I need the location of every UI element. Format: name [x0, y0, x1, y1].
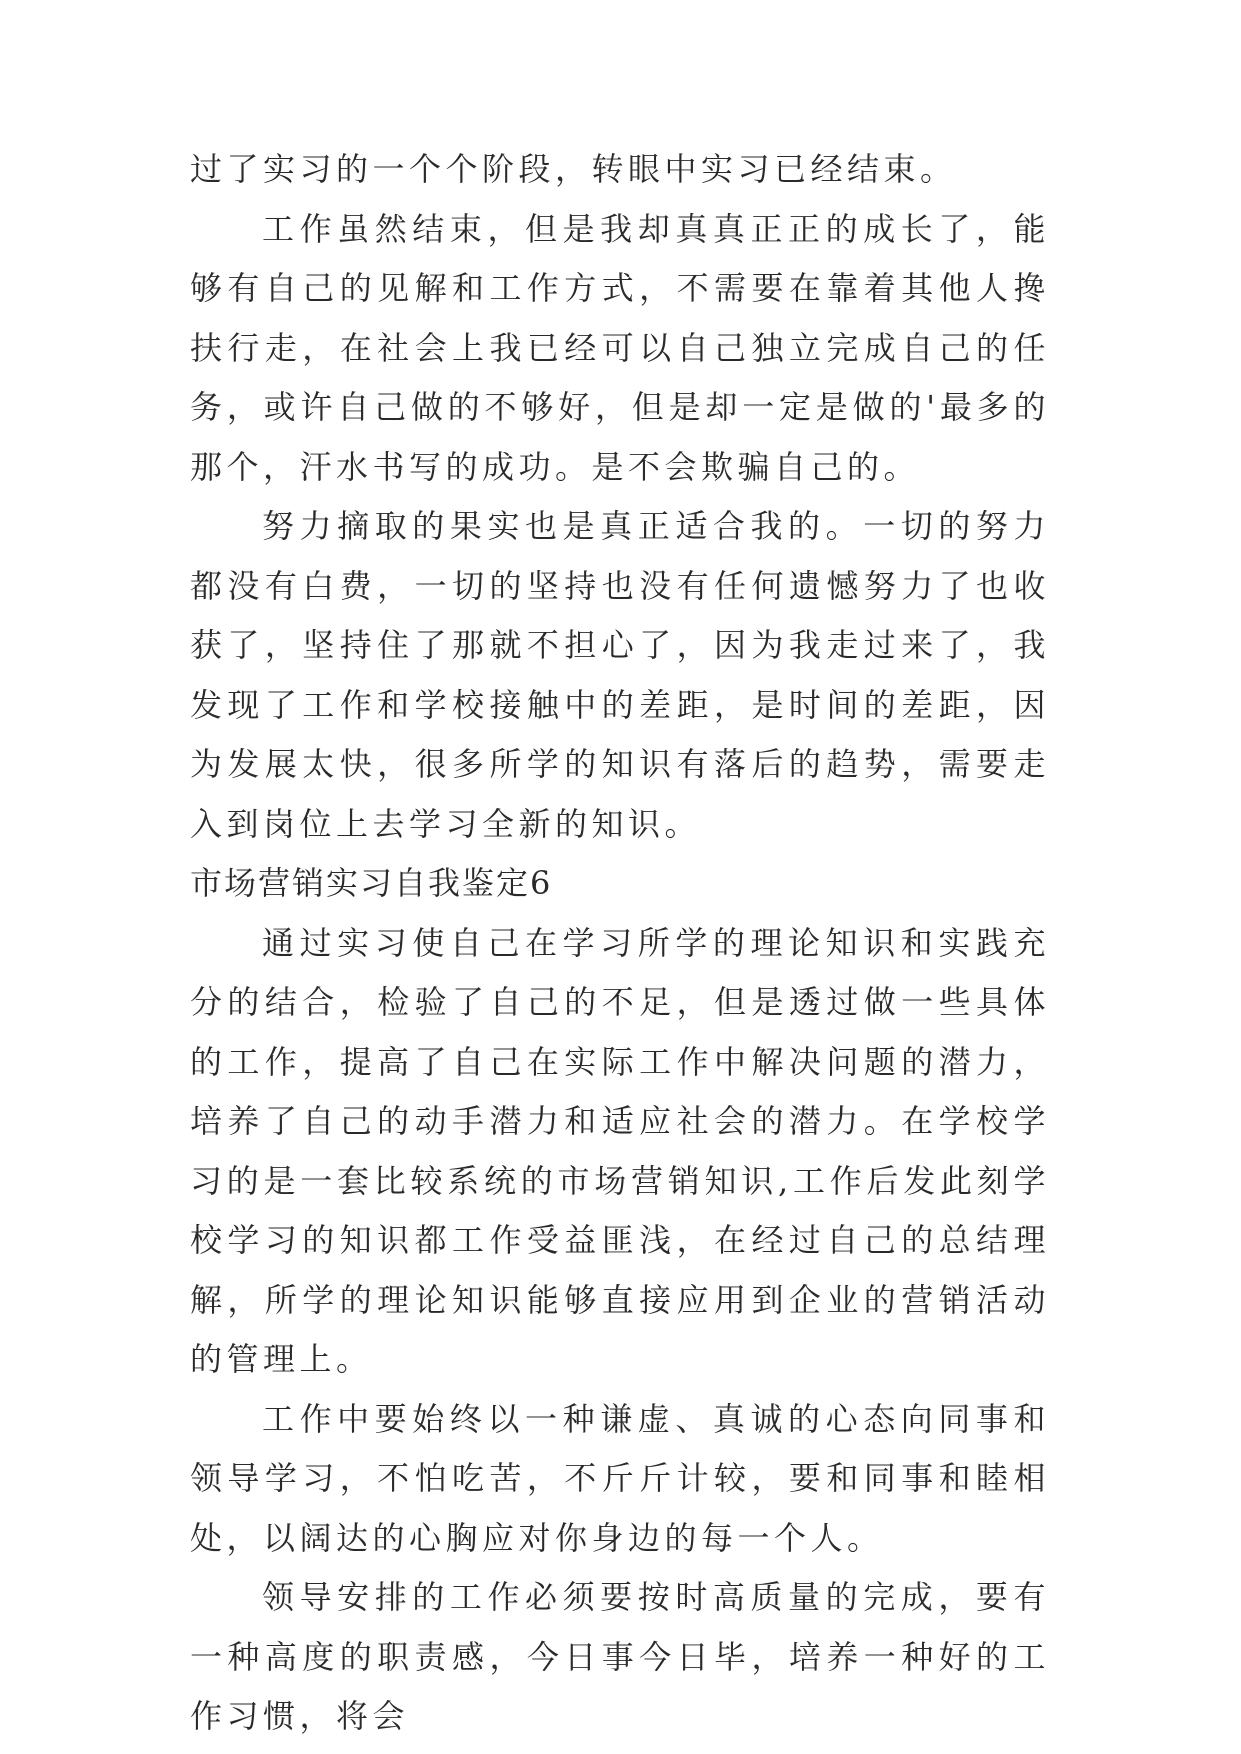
- section-heading: 市场营销实习自我鉴定6: [190, 864, 553, 902]
- paragraph-continuation: 过了实习的一个个阶段，转眼中实习已经结束。: [190, 150, 957, 188]
- paragraph: 工作中要始终以一种谦虚、真诚的心态向同事和领导学习，不怕吃苦，不斤斤计较，要和同事和睦相处，以阔达的心胸应对你身边的每一个人。: [190, 1399, 1050, 1557]
- paragraph: 努力摘取的果实也是真正适合我的。一切的努力都没有白费，一切的坚持也没有任何遗憾努力了也收获了，坚持住了那就不担心了，因为我走过来了，我发现了工作和学校接触中的差距，是时间的差距，因为发展太快，很多所学的知识有落后的趋势，需要走入到岗位上去学习全新的知识。: [190, 507, 1050, 843]
- document-body: [190, 140, 1050, 1747]
- paragraph: 工作虽然结束，但是我却真真正正的成长了，能够有自己的见解和工作方式，不需要在靠着其他人搀扶行走，在社会上我已经可以自己独立完成自己的任务，或许自己做的不够好，但是却一定是做的'最多的那个，汗水书写的成功。是不会欺骗自己的。: [190, 209, 1050, 486]
- paragraph: 领导安排的工作必须要按时高质量的完成，要有一种高度的职责感，今日事今日毕，培养一种好的工作习惯，将会: [190, 1578, 1050, 1735]
- paragraph: 通过实习使自己在学习所学的理论知识和实践充分的结合，检验了自己的不足，但是透过做一些具体的工作，提高了自己在实际工作中解决问题的潜力，培养了自己的动手潜力和适应社会的潜力。在学校学习的是一套比较系统的市场营销知识,工作后发此刻学校学习的知识都工作受益匪浅，在经过自己的总结理解，所学的理论知识能够直接应用到企业的营销活动的管理上。: [190, 923, 1050, 1378]
